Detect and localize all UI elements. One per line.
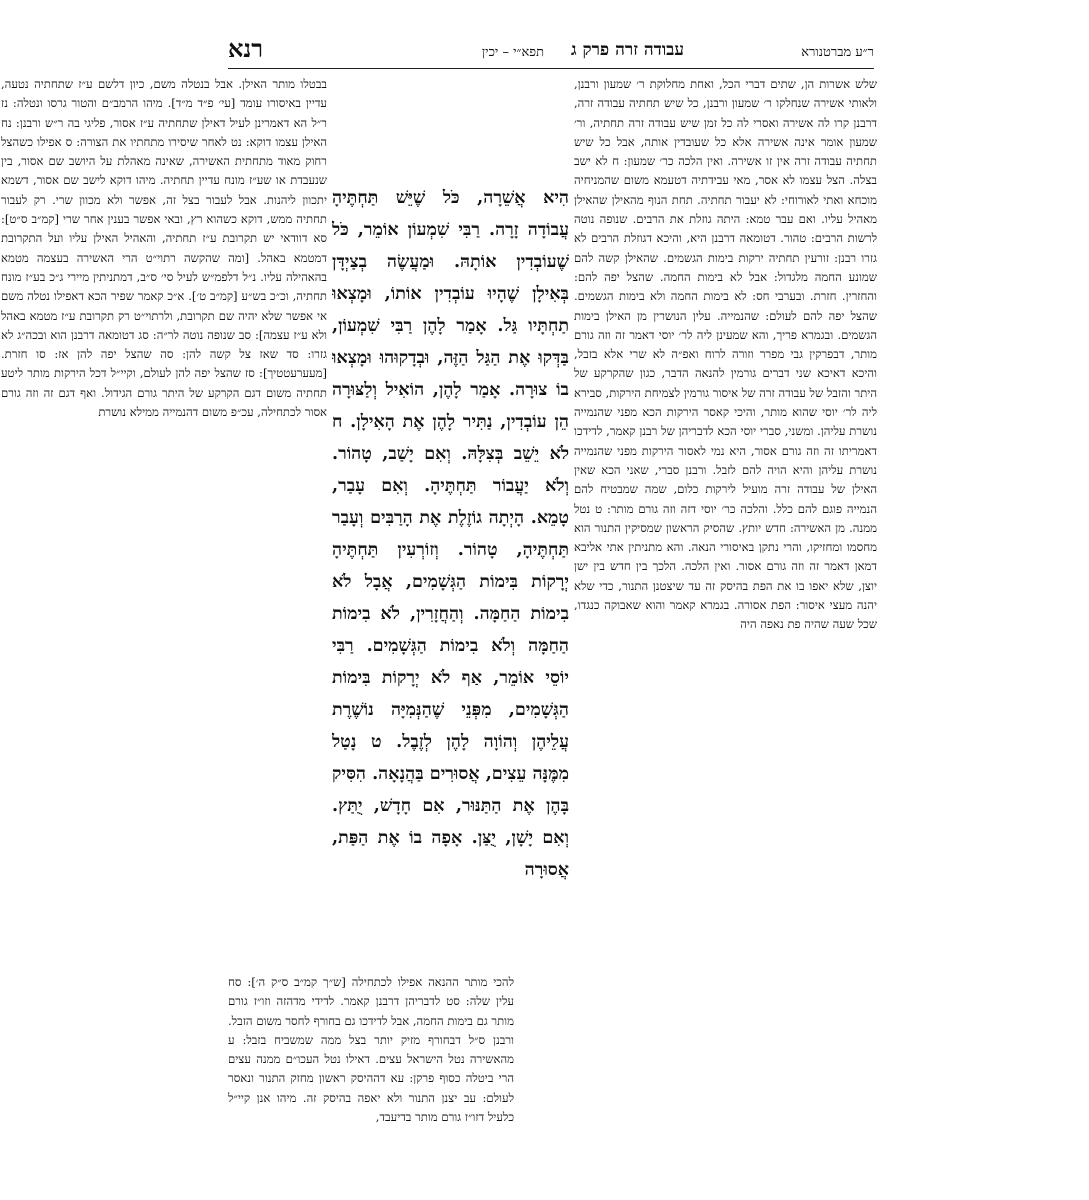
mishnah-text-block xyxy=(332,182,569,972)
bottom-left-text: להכי מותר ההנאה אפילו לכתחילה [ש״ך קמ״ב ס״ק ה׳]: סח עלין שלה: סט לדבריהן דרבנן קאמר. לדידי מדהזה וזו״ז גורם מותר גם בימות החמה, אבל לדידכו גם בחורף לחסר משום הזבל. ורבנן ס״ל דבחורף מזיק יותר בצל ממה שמשביח בזבל: ע מהאשירה נטל הישראל עצים. דאילו נטל העכו״ם ממנה עצים הרי ביטלה כסוף פרקן: עא דההיסק ראשון מחזק התנור ונאסר לעולם: עב יצנן התנור ולא יאפה בהיסק זה. מיהו אנן קיי״ל כלעיל דזו״ז גורם מותר בדיעבד, xyxy=(228,975,514,1125)
tosafot-text: בבטלו מותר האילן. אבל בנטלה משם, כיון דלשם ע״ז שתחתיה נטעה, עדיין באיסורו עומד [עי׳ פ״ד מ״ד]. מיהו הרמב״ם והטור גרסו ונטלה: נז ר״ל הא דאמרינן לעיל דאילן שתחתיה ע״ז אסור, פליגי בה ר״ש ורבנן: נח האילן עצמו דוקא: נט לאחר שיסירו מתחתיו את הצורה: ס אפילו כשהצל רחוק מאוד מתחתית האשירה, שאינה מאהלת על היושב שם אסור, בין שנעבדת או שע״ז מונח עדיין תחתיה. מיהו דוקא לישב שם אסור, דשמא יתכוון ליהנות. אבל לעבור בצל זה, אפשר ולא מכוון שרי. רק לעבור תחתיה ממש, דוקא כשהוא רץ, ובאי אפשר בענין אחר שרי [קמ״ב ס״ט]: סא דוודאי יש תקרובת ע״ז תחתיה, והאהיל האילן עליו ועל התקרובת דמטמא באהל. [ומה שהקשה רתוי״ט הרי האשירה בעצמה מטמא בהאהילה עליו. נ״ל דלפמ״ש לעיל סי׳ ס״ב, דמתניתין מיירי ג״כ בע״ז מונח תחתיה, וכ״כ בש״ע [קמ״ב ט׳]. א״כ קאמר שפיר הכא דאפילו נטלה משם אי אפשר שלא יהיה שם תקרובת, ולרתוי״ט רק תקרובת ע״ז מטמא באהל ולא ע״ז עצמה]: סב שנופה נוטה לר״ה: סג דטומאה דרבנן הוא ובכה״ג לא גזרו: סד שאז צל קשה להן: סה שהצל יפה להן אז: סו חזרת. [מעערעטטיך]: סז שהצל יפה להן לעולם, וקיי״ל דכל הירקות מותר ליטע תחתיה משום דגם הקרקע של היתר גורם הגידול. ואף דגם זה וזה גורם אסור לכתחילה, עכ״פ משום דהנמייה ממילא נושרת xyxy=(1,77,327,420)
tractate-title: עבודה זרה פרק ג xyxy=(570,40,684,60)
volume-label: תפא״י – יכין xyxy=(481,45,544,60)
bartenura-text: שלש אשרות הן, שתים דברי הכל, ואחת מחלוקת ר׳ שמעון ורבנן, ולאותי אשירה שנחלקו ר׳ שמעון ורבנן, כל שיש תחתיה עבודה זרה, דרבנן קרו לה אשירה ואסרי לה כל זמן שיש עבודה זרה תחתיה, ור׳ שמעון אומר אינה אשירה אלא כל שעובדין אותה, אבל כל שיש תחתיה עבודה זרה אין זו אשירה. ואין הלכה כר׳ שמעון: ח לא ישב בצלה. הצל עצמו לא אסר, מאי עבידתיה דטעמא משום שהמניחיה מוכחא ואתי לאורוחי: לא יעבור תחתיה. תחת הנוף מהאילן שהאילן מאהיל עליו. ואם עבר טמא: היתה גוזלת את הרבים. שנופה נוטה לרשות הרבים: טהור. דטומאה דרבנן היא, והיכא דגוזלת הרבים לא גזרו רבנן: זורעין תחתיה ירקות בימות הגשמים. שהאילן קשה להם שמונע החמה מלגדול: אבל לא בימות החמה. שהצל יפה להם: והחזרין. חזרת. ובערבי חס: לא בימות החמה ולא בימות הגשמים. שהצל יפה להם לעולם: שהנמייה. עלין הנושרין מן האילן בימות הגשמים. ובגמרא פריך, והא שמעינן ליה לר׳ יוסי דאמר זה וזה גורם מותר, דבפרקין גבי מפרר וזורה לרוח ואפ״ה לא שרי אלא בזבל, והיכא דאיכא שני דברים גורמין להנאה הדבר, כגון שהקרקע של היתר והזבל של עבודה זרה של איסור גורמין לצמיחת הירקות, סבירא ליה לר׳ יוסי שהוא מותר, והיכי קאסר הירקות הכא מפני שהנמייה נושרת עליהן. ומשני, סברי יוסי הכא לדבריהן של רבנן קאמר, לדידכו דאמריתו זה וזה גורם אסור, היא נמי לאסור הירקות מפני שהנמייה נושרת עליהן והיא הויה להם לזבל. ורבנן סברי, שאני הכא שאין האילן של עבודה זרה מועיל לירקות כלום, שמה שמבטיח להם הנמייה פוגם להם כלל. והלכה כר׳ יוסי דזה וזה גורם מותר: ט נטל ממנה. מן האשירה: חדש יותץ. שהסיק הראשון שמסיקין התנור הוא מחסמו ומחזיקו, והרי נתקן באיסורי הנאה. והא מתניתין אתי אליבא דמאן דאמר זה וזה גורם אסור. ואין הלכה. הלכך בין חדש בין ישן יוצן, שלא יאפו בו את הפת בהיסק זה עד שיצטנן התנור, כדי שלא יהנה מעצי איסור: הפת אסורה. בגמרא קאמר והוא שאבוקה כנגדו, שכל שעה שהיה פת נאפה היה xyxy=(574,77,877,632)
mishnah-text: הִיא אֲשֵׁרָה, כֹּל שֶׁיֵּשׁ תַּחְתֶּיהָ עֲבוֹדָה זָרָה. רַבִּי שִׁמְעוֹן אוֹמֵר, כֹּל שֶׁעוֹבְדִין אוֹתָהּ. וּמַעֲשֶׂה בְצַיְדָּן בְּאִילָן שֶׁהָיוּ עוֹבְדִין אוֹתוֹ, וּמָצְאוּ תַחְתָּיו גַּל. אָמַר לָהֶן רַבִּי שִׁמְעוֹן, בַּדְּקוּ אֶת הַגַּל הַזֶּה, וּבְדָקוּהוּ וּמָצְאוּ בוֹ צוּרָה. אָמַר לָהֶן, הוֹאִיל וְלַצּוּרָה הֵן עוֹבְדִין, נַתִּיר לָהֶן אֶת הָאִילָן. ח לֹא יֵשֵׁב בְּצִלָּהּ. וְאִם יָשַׁב, טָהוֹר. וְלֹא יַעֲבוֹר תַּחְתֶּיהָ. וְאִם עָבַר, טָמֵא. הָיְתָה גוֹזֶלֶת אֶת הָרַבִּים וְעָבַר תַּחְתֶּיהָ, טָהוֹר. וְזוֹרְעִין תַּחְתֶּיהָ יְרָקוֹת בִּימוֹת הַגְּשָׁמִים, אֲבָל לֹא בִימוֹת הַחַמָּה. וְהַחֲזָרִין, לֹא בִימוֹת הַחַמָּה וְלֹא בִימוֹת הַגְּשָׁמִים. רַבִּי יוֹסֵי אוֹמֵר, אַף לֹא יְרָקוֹת בִּימוֹת הַגְּשָׁמִים, מִפְּנֵי שֶׁהַנְּמִיָּה נוֹשֶׁרֶת עֲלֵיהֶן וְהוֹוָה לָהֶן לְזֶבֶל. ט נָטַל מִמֶּנָּה עֵצִים, אֲסוּרִים בַּהֲנָאָה. הִסִּיק בָּהֶן אֶת הַתַּנּוּר, אִם חָדָשׁ, יֻתַּץ. וְאִם יָשָׁן, יֻצַּן. אָפָה בוֹ אֶת הַפַּת, אֲסוּרָה xyxy=(332,188,569,880)
page-number: רנא xyxy=(228,34,264,63)
bartenura-commentary xyxy=(574,75,877,1165)
tiferet-yisrael-continuation xyxy=(228,973,514,1173)
commentary-name: ר״ע מברטנורא xyxy=(801,45,874,60)
header-rule xyxy=(228,68,874,69)
page-header xyxy=(228,34,874,66)
